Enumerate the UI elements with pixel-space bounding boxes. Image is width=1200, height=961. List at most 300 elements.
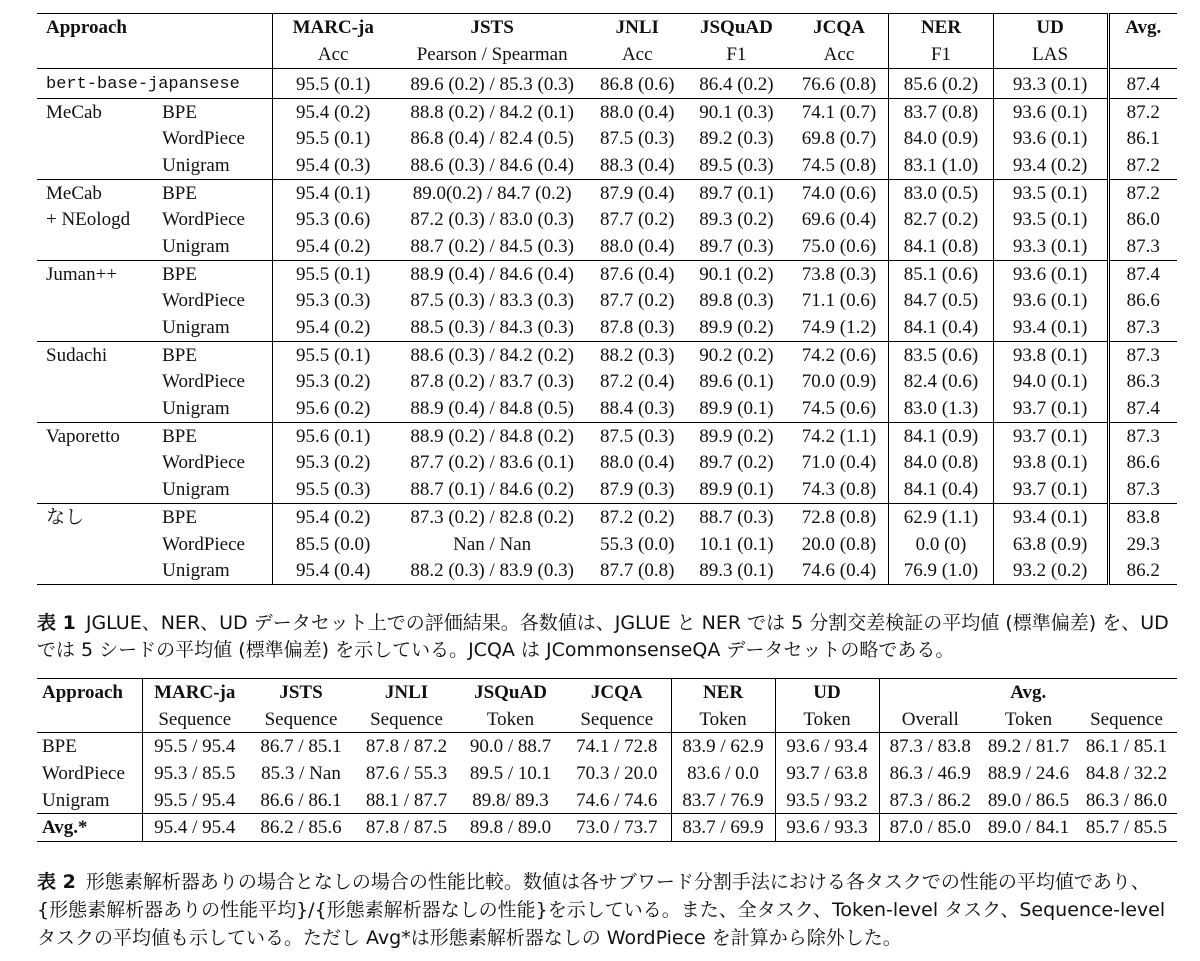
granularity-header: Token xyxy=(775,706,879,733)
avg-cell: 87.2 xyxy=(1108,179,1177,206)
table-cell: 84.8 / 32.2 xyxy=(1085,762,1168,784)
group-label xyxy=(37,557,158,584)
table-cell: 74.5 (0.6) xyxy=(801,398,877,420)
table-cell: 93.6 (0.1) xyxy=(993,288,1108,315)
table-cell: 76.6 (0.8) xyxy=(801,73,877,95)
table-2-caption xyxy=(37,868,1177,952)
group-label xyxy=(37,233,158,260)
table-cell: 87.5 (0.3) xyxy=(600,128,675,150)
table-cell: 88.9 / 24.6 xyxy=(987,762,1070,784)
table-cell: 84.1 (0.8) xyxy=(889,233,993,260)
group-label xyxy=(37,314,158,341)
table-row xyxy=(37,206,1177,233)
table-row xyxy=(37,233,1177,260)
table-cell: 95.5 / 95.4 xyxy=(142,787,247,814)
table-cell: 89.0 / 86.5 xyxy=(987,789,1070,811)
table-cell: 85.5 (0.0) xyxy=(273,531,393,558)
table-cell: 87.7 (0.2) xyxy=(600,209,675,231)
table-cell: 82.4 (0.6) xyxy=(889,369,993,396)
table-cell: 89.8 / 89.0 xyxy=(458,814,563,842)
table-cell: 74.3 (0.8) xyxy=(801,479,877,501)
table-cell: 95.4 / 95.4 xyxy=(142,814,247,842)
table-cell: 95.5 (0.1) xyxy=(273,260,393,287)
table-cell: 88.7 (0.2) / 84.5 (0.3) xyxy=(410,235,574,257)
table-cell: 90.2 (0.2) xyxy=(683,341,789,368)
table-cell: 86.8 (0.6) xyxy=(600,73,675,95)
group-label xyxy=(37,369,158,396)
table-cell: 74.9 (1.2) xyxy=(801,317,877,339)
avg-cell: 87.4 xyxy=(1108,395,1177,422)
table-cell: 72.8 (0.8) xyxy=(790,504,889,531)
table-row xyxy=(37,98,1177,125)
group-label: MeCab xyxy=(37,179,158,206)
table-cell: 93.3 (0.1) xyxy=(993,233,1108,260)
avg-cell: 87.3 xyxy=(1108,476,1177,503)
table-cell: 89.8/ 89.3 xyxy=(472,789,549,811)
table-row xyxy=(37,260,1177,287)
avg-subheader: Overall xyxy=(879,706,981,733)
table-cell: 88.9 (0.4) / 84.8 (0.5) xyxy=(410,398,574,420)
table-cell: 74.0 (0.6) xyxy=(790,179,889,206)
table-cell: 93.4 (0.2) xyxy=(993,152,1108,179)
row-label: Avg.* xyxy=(37,814,142,842)
column-header: NER xyxy=(671,679,775,706)
table-cell: 87.8 / 87.2 xyxy=(365,736,448,758)
group-label xyxy=(37,395,158,422)
subword-label: BPE xyxy=(158,179,273,206)
group-label xyxy=(37,450,158,477)
table-cell: 89.0(0.2) / 84.7 (0.2) xyxy=(393,179,591,206)
group-label xyxy=(37,288,158,315)
avg-cell: 86.0 xyxy=(1108,206,1177,233)
subword-label: Unigram xyxy=(162,560,230,582)
table-cell: 95.5 / 95.4 xyxy=(142,733,247,760)
table-cell: 71.1 (0.6) xyxy=(801,290,877,312)
table-cell: 89.9 (0.1) xyxy=(699,479,774,501)
metric-header: Acc xyxy=(790,41,889,69)
table-cell: 88.9 (0.4) / 84.6 (0.4) xyxy=(393,260,591,287)
subword-label: WordPiece xyxy=(162,128,245,150)
group-label: Sudachi xyxy=(37,341,158,368)
metric-header: Acc xyxy=(273,41,393,69)
table-cell: 83.7 (0.8) xyxy=(889,98,993,125)
table-cell: 93.6 (0.1) xyxy=(993,125,1108,152)
table-cell: 88.2 (0.3) / 83.9 (0.3) xyxy=(410,560,574,582)
table-row xyxy=(37,814,1177,842)
table-cell: 93.2 (0.2) xyxy=(993,557,1108,584)
table-cell: 93.5 / 93.2 xyxy=(775,787,879,814)
table-cell: 93.7 (0.1) xyxy=(993,476,1108,503)
table-cell: 63.8 (0.9) xyxy=(993,531,1108,558)
table-row xyxy=(37,450,1177,477)
table-row xyxy=(37,369,1177,396)
table-cell: 87.2 (0.3) / 83.0 (0.3) xyxy=(410,209,574,231)
avg-cell: 86.3 xyxy=(1108,369,1177,396)
avg-cell: 87.2 xyxy=(1108,98,1177,125)
table-cell: 82.7 (0.2) xyxy=(889,206,993,233)
avg-cell: 86.6 xyxy=(1108,450,1177,477)
table-cell: 95.6 (0.1) xyxy=(273,422,393,449)
table-row xyxy=(37,760,1177,787)
table-cell: 87.2 (0.4) xyxy=(600,371,675,393)
table-cell: 87.2 (0.2) xyxy=(591,504,683,531)
table-cell: 84.0 (0.9) xyxy=(889,125,993,152)
table-cell: 88.3 (0.4) xyxy=(600,154,675,176)
table-cell: 93.5 (0.1) xyxy=(993,179,1108,206)
table-cell: 95.4 (0.2) xyxy=(273,233,393,260)
avg-cell: 87.4 xyxy=(1108,69,1177,99)
table-cell: 89.0 / 84.1 xyxy=(981,814,1076,842)
tokenizer-group xyxy=(37,260,1177,341)
table-cell: 88.9 (0.2) / 84.8 (0.2) xyxy=(393,422,591,449)
table-cell: 74.1 (0.7) xyxy=(790,98,889,125)
column-header: JSQuAD xyxy=(474,681,547,703)
header-subrow xyxy=(37,41,1177,69)
avg-cell: 87.3 xyxy=(1108,314,1177,341)
table-cell: 88.1 / 87.7 xyxy=(365,789,448,811)
column-header: UD xyxy=(775,679,879,706)
table-cell: 83.1 (1.0) xyxy=(889,152,993,179)
granularity-header: Sequence xyxy=(247,706,355,733)
table-cell: 89.3 (0.1) xyxy=(699,560,774,582)
table-cell: 88.5 (0.3) / 84.3 (0.3) xyxy=(410,317,574,339)
table-cell: 86.3 / 86.0 xyxy=(1085,789,1168,811)
table-cell: 85.1 (0.6) xyxy=(889,260,993,287)
table-cell: 71.0 (0.4) xyxy=(801,452,877,474)
metric-header: F1 xyxy=(889,41,993,69)
table-cell: 86.7 / 85.1 xyxy=(260,736,342,758)
avg-cell: 87.3 xyxy=(1108,422,1177,449)
subword-label: WordPiece xyxy=(162,371,245,393)
column-header: JSQuAD xyxy=(699,17,773,38)
granularity-header: Token xyxy=(458,706,563,733)
subword-label: Unigram xyxy=(162,479,230,501)
table-cell: 73.0 / 73.7 xyxy=(563,814,671,842)
table-cell: 87.6 / 55.3 xyxy=(365,762,448,784)
approach-header: Approach xyxy=(46,17,127,38)
table-cell: 84.1 (0.4) xyxy=(889,314,993,341)
table-cell: 87.3 / 83.8 xyxy=(879,733,981,760)
column-header: JCQA xyxy=(813,17,865,38)
metric-header: Acc xyxy=(591,41,683,69)
table-cell: 95.5 (0.3) xyxy=(273,476,393,503)
table-cell: 86.6 / 86.1 xyxy=(260,789,342,811)
table-cell: 88.7 (0.3) xyxy=(683,504,789,531)
table-cell: 87.7 (0.8) xyxy=(600,560,675,582)
table-cell: 85.6 (0.2) xyxy=(889,69,993,99)
table-cell: 93.6 (0.1) xyxy=(993,98,1108,125)
group-label xyxy=(37,476,158,503)
subword-label: Unigram xyxy=(162,317,230,339)
table-cell: 84.7 (0.5) xyxy=(889,288,993,315)
table-cell: 84.1 (0.4) xyxy=(889,476,993,503)
approach-header-blank xyxy=(37,41,273,69)
header-row xyxy=(37,14,1177,42)
subword-label: Unigram xyxy=(162,398,230,420)
table-cell: 93.8 (0.1) xyxy=(993,450,1108,477)
table-row xyxy=(37,504,1177,531)
caption-number: 表 1 xyxy=(37,612,76,634)
table-cell: 69.8 (0.7) xyxy=(801,128,877,150)
subword-label: WordPiece xyxy=(162,290,245,312)
group-label: Juman++ xyxy=(37,260,158,287)
table-cell: 89.3 (0.2) xyxy=(699,209,774,231)
table-cell: 85.7 / 85.5 xyxy=(1076,814,1177,842)
table-cell: 20.0 (0.8) xyxy=(801,533,877,555)
table-cell: 87.8 / 87.5 xyxy=(355,814,458,842)
approach-header: Approach xyxy=(42,681,123,703)
table-cell: 86.1 / 85.1 xyxy=(1085,736,1168,758)
table-cell: 83.7 / 76.9 xyxy=(671,787,775,814)
table-cell: 87.5 (0.3) xyxy=(591,422,683,449)
subword-label: Unigram xyxy=(162,235,230,257)
column-header: JSTS xyxy=(470,17,514,38)
group-label xyxy=(37,125,158,152)
table-cell: 84.0 (0.8) xyxy=(889,450,993,477)
group-label xyxy=(37,152,158,179)
table-cell: 10.1 (0.1) xyxy=(699,533,774,555)
table-cell: 74.5 (0.8) xyxy=(801,154,877,176)
table-cell: 88.8 (0.2) / 84.2 (0.1) xyxy=(393,98,591,125)
column-header: MARC-ja xyxy=(273,14,393,42)
table-cell: 89.8 (0.3) xyxy=(699,290,774,312)
caption-text: 形態素解析器ありの場合となしの場合の性能比較。数値は各サブワード分割手法における各タスクでの性能の平均値であり、{形態素解析器ありの性能平均}/{形態素解析器なしの性能}を示している。また、全タスク、Token-level タスク、Sequence-level タスクの平均値も示している。ただし Avg*は形態素解析器なしの WordPiece を計算から除外した。 xyxy=(37,871,1166,949)
subword-label: BPE xyxy=(158,260,273,287)
table-row xyxy=(37,125,1177,152)
avg-cell: 87.3 xyxy=(1108,341,1177,368)
row-label: bert-base-japansese xyxy=(46,74,240,94)
table-cell: Nan / Nan xyxy=(453,533,532,555)
table-cell: 95.4 (0.2) xyxy=(273,314,393,341)
granularity-header: Token xyxy=(671,706,775,733)
avg-cell: 29.3 xyxy=(1108,531,1177,558)
table-cell: 87.5 (0.3) / 83.3 (0.3) xyxy=(410,290,574,312)
avg-cell: 87.2 xyxy=(1108,152,1177,179)
subword-label: BPE xyxy=(158,504,273,531)
table-cell: 83.0 (0.5) xyxy=(889,179,993,206)
table-cell: 95.4 (0.3) xyxy=(273,152,393,179)
table-cell: 83.0 (1.3) xyxy=(889,395,993,422)
table-cell: 86.4 (0.2) xyxy=(699,73,774,95)
table-row xyxy=(37,341,1177,368)
avg-header-blank xyxy=(1108,41,1177,69)
avg-subheader: Token xyxy=(981,706,1076,733)
table-cell: 88.4 (0.3) xyxy=(600,398,675,420)
table-cell: 83.7 / 69.9 xyxy=(671,814,775,842)
table-cell: 93.7 (0.1) xyxy=(993,395,1108,422)
avg-cell: 83.8 xyxy=(1108,504,1177,531)
table-cell: 62.9 (1.1) xyxy=(889,504,993,531)
subword-label: BPE xyxy=(158,98,273,125)
table-cell: 88.0 (0.4) xyxy=(600,235,675,257)
column-header: UD xyxy=(993,14,1108,42)
metric-header: F1 xyxy=(683,41,789,69)
caption-text: JGLUE、NER、UD データセット上での評価結果。各数値は、JGLUE と NER では 5 分割交差検証の平均値 (標準偏差) を、UD では 5 シードの平均値 (標準偏差) を示している。JCQA は JCommonsenseQA データセットの略である。 xyxy=(37,612,1169,661)
tokenizer-group xyxy=(37,179,1177,260)
table-cell: 89.6 (0.2) / 85.3 (0.3) xyxy=(410,73,574,95)
table-cell: 74.2 (0.6) xyxy=(790,341,889,368)
table-cell: 89.7 (0.3) xyxy=(699,235,774,257)
table-cell: 88.2 (0.3) xyxy=(591,341,683,368)
table-cell: 89.5 / 10.1 xyxy=(469,762,552,784)
granularity-header: Sequence xyxy=(355,706,458,733)
table-cell: 89.9 (0.1) xyxy=(699,398,774,420)
tokenizer-group xyxy=(37,422,1177,503)
column-header: MARC-ja xyxy=(142,679,247,706)
table-cell: 90.1 (0.2) xyxy=(683,260,789,287)
table-row xyxy=(37,152,1177,179)
subword-label: BPE xyxy=(158,422,273,449)
table-cell: 95.3 (0.3) xyxy=(273,288,393,315)
table-cell: 88.7 (0.1) / 84.6 (0.2) xyxy=(410,479,574,501)
table-cell: 74.1 / 72.8 xyxy=(576,736,658,758)
caption-number: 表 2 xyxy=(37,871,76,893)
granularity-header: Sequence xyxy=(142,706,247,733)
table-cell: 93.4 (0.1) xyxy=(993,504,1108,531)
avg-header: Avg. xyxy=(1108,14,1177,42)
table-cell: 83.9 / 62.9 xyxy=(671,733,775,760)
table-cell: 89.9 (0.2) xyxy=(699,317,774,339)
table-cell: 87.3 (0.2) / 82.8 (0.2) xyxy=(393,504,591,531)
table-cell: 75.0 (0.6) xyxy=(801,235,877,257)
table-cell: 74.2 (1.1) xyxy=(790,422,889,449)
table-cell: 84.1 (0.9) xyxy=(889,422,993,449)
table-cell: 85.3 / Nan xyxy=(261,762,341,784)
metric-header: Pearson / Spearman xyxy=(393,41,591,69)
column-header: JNLI xyxy=(384,681,429,703)
table-cell: 86.8 (0.4) / 82.4 (0.5) xyxy=(410,128,574,150)
table-cell: 87.9 (0.4) xyxy=(591,179,683,206)
table-cell: 87.8 (0.2) / 83.7 (0.3) xyxy=(410,371,574,393)
table-cell: 89.6 (0.1) xyxy=(699,371,774,393)
table-1-caption xyxy=(37,610,1177,664)
table-cell: 95.6 (0.2) xyxy=(273,395,393,422)
table-cell: 87.7 (0.2) / 83.6 (0.1) xyxy=(410,452,574,474)
table-cell: 95.4 (0.2) xyxy=(273,504,393,531)
subword-label: WordPiece xyxy=(162,452,245,474)
table-cell: 88.6 (0.3) / 84.2 (0.2) xyxy=(393,341,591,368)
tokenizer-group xyxy=(37,98,1177,179)
table-cell: 93.4 (0.1) xyxy=(993,314,1108,341)
table-row xyxy=(37,179,1177,206)
table-cell: 88.0 (0.4) xyxy=(600,452,675,474)
table-cell: 93.8 (0.1) xyxy=(993,341,1108,368)
header-row xyxy=(37,679,1177,706)
table-cell: 87.7 (0.2) xyxy=(600,290,675,312)
table-row xyxy=(37,395,1177,422)
column-header: NER xyxy=(889,14,993,42)
avg-cell: 87.3 xyxy=(1108,233,1177,260)
table-cell: 93.7 (0.1) xyxy=(993,422,1108,449)
table-cell: 95.4 (0.4) xyxy=(273,557,393,584)
table-cell: 89.2 / 81.7 xyxy=(987,736,1070,758)
avg-cell: 86.1 xyxy=(1108,125,1177,152)
avg-cell: 86.2 xyxy=(1108,557,1177,584)
table-cell: 93.6 (0.1) xyxy=(993,260,1108,287)
table-row xyxy=(37,69,1177,99)
table-cell: 87.6 (0.4) xyxy=(591,260,683,287)
column-header: JNLI xyxy=(615,17,659,38)
table-cell: 95.3 (0.6) xyxy=(273,206,393,233)
row-label: WordPiece xyxy=(42,762,125,784)
table-cell: 95.5 (0.1) xyxy=(273,125,393,152)
table-cell: 83.5 (0.6) xyxy=(889,341,993,368)
table-cell: 89.9 (0.2) xyxy=(683,422,789,449)
table-cell: 70.0 (0.9) xyxy=(801,371,877,393)
table-cell: 88.6 (0.3) / 84.6 (0.4) xyxy=(410,154,574,176)
group-label: なし xyxy=(37,504,158,531)
row-label: BPE xyxy=(42,736,77,758)
row-label: Unigram xyxy=(42,789,110,811)
table-row xyxy=(37,288,1177,315)
tokenizer-group xyxy=(37,504,1177,585)
granularity-header: Sequence xyxy=(563,706,671,733)
tokenizer-group xyxy=(37,341,1177,422)
table-row xyxy=(37,476,1177,503)
subword-label: BPE xyxy=(158,341,273,368)
table-cell: 89.2 (0.3) xyxy=(699,128,774,150)
table-cell: 95.3 (0.2) xyxy=(273,450,393,477)
comparison-table-2 xyxy=(37,678,1177,842)
avg-cell: 87.4 xyxy=(1108,260,1177,287)
table-cell: 94.0 (0.1) xyxy=(993,369,1108,396)
table-cell: 95.4 (0.1) xyxy=(273,179,393,206)
table-cell: 89.5 (0.3) xyxy=(699,154,774,176)
table-row xyxy=(37,422,1177,449)
table-cell: 86.3 / 46.9 xyxy=(879,760,981,787)
table-cell: 87.9 (0.3) xyxy=(600,479,675,501)
group-label: MeCab xyxy=(37,98,158,125)
avg-subheader: Sequence xyxy=(1076,706,1177,733)
table-cell: 87.0 / 85.0 xyxy=(879,814,981,842)
table-cell: 95.5 (0.1) xyxy=(273,69,393,99)
table-cell: 70.3 / 20.0 xyxy=(576,762,658,784)
approach-header-blank xyxy=(37,706,142,733)
subword-label: WordPiece xyxy=(162,209,245,231)
table-cell: 93.3 (0.1) xyxy=(993,69,1108,99)
table-cell: 95.5 (0.1) xyxy=(273,341,393,368)
group-label: + NEologd xyxy=(46,209,131,231)
table-row xyxy=(37,557,1177,584)
table-cell: 87.3 / 86.2 xyxy=(879,787,981,814)
table-row xyxy=(37,314,1177,341)
table-cell: 95.3 (0.2) xyxy=(273,369,393,396)
table-cell: 73.8 (0.3) xyxy=(790,260,889,287)
table-cell: 93.6 / 93.4 xyxy=(775,733,879,760)
group-label: Vaporetto xyxy=(37,422,158,449)
subword-label: WordPiece xyxy=(162,533,245,555)
column-header: JCQA xyxy=(590,681,643,703)
table-row xyxy=(37,787,1177,814)
table-cell: 95.3 / 85.5 xyxy=(142,760,247,787)
table-cell: 55.3 (0.0) xyxy=(600,533,675,555)
table-cell: 90.0 / 88.7 xyxy=(469,736,552,758)
table-cell: 95.4 (0.2) xyxy=(273,98,393,125)
table-cell: 93.6 / 93.3 xyxy=(775,814,879,842)
table-cell: 0.0 (0) xyxy=(889,531,993,558)
table-cell: 93.7 / 63.8 xyxy=(775,760,879,787)
table-cell: 87.8 (0.3) xyxy=(600,317,675,339)
baseline-group xyxy=(37,69,1177,99)
table-cell: 74.6 (0.4) xyxy=(801,560,877,582)
table-cell: 90.1 (0.3) xyxy=(683,98,789,125)
table-cell: 93.5 (0.1) xyxy=(993,206,1108,233)
subword-label: Unigram xyxy=(162,154,230,176)
table-cell: 88.0 (0.4) xyxy=(591,98,683,125)
group-label xyxy=(37,531,158,558)
table-cell: 76.9 (1.0) xyxy=(889,557,993,584)
table-cell: 83.6 / 0.0 xyxy=(671,760,775,787)
